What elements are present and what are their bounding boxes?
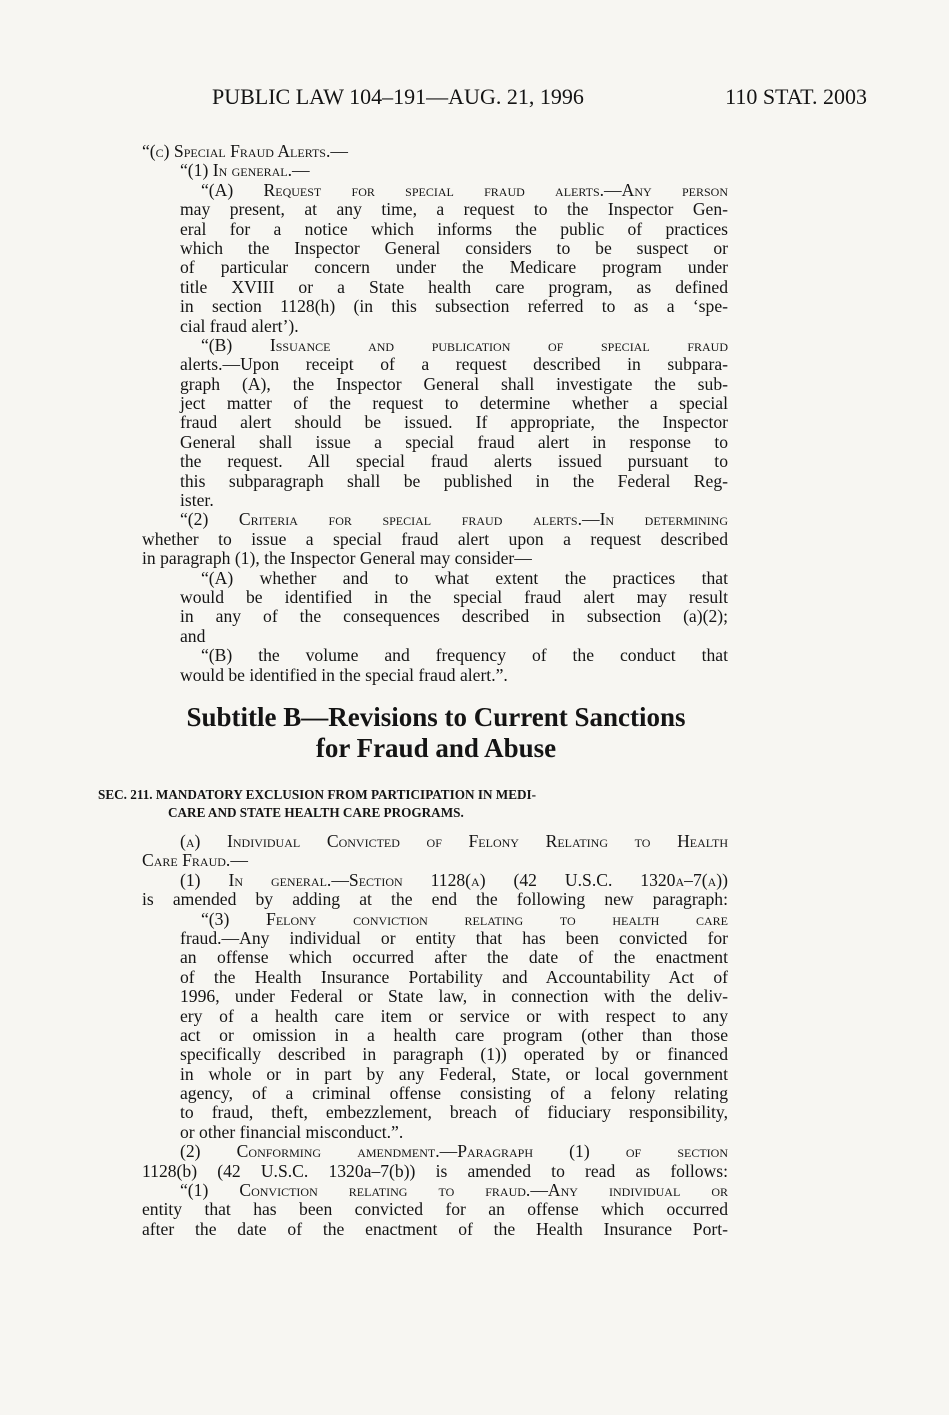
text-line: act or omission in a health care program (other than those <box>180 1024 728 1045</box>
section-heading <box>98 786 730 822</box>
text-line: ery of a health care item or service or with respect to any <box>180 1005 728 1026</box>
text-line: this subparagraph shall be published in the Federal Reg- <box>180 470 728 491</box>
text-line: (a) Individual Convicted of Felony Relating to Health <box>180 831 728 851</box>
text-line: (2) Conforming amendment.—Paragraph (1) of section <box>180 1141 728 1162</box>
text-line: 1996, under Federal or State law, in connection with the deliv- <box>180 986 728 1007</box>
text-line: specifically described in paragraph (1)) operated by or financed <box>180 1044 728 1065</box>
text-line: which the Inspector General considers to be suspect or <box>180 237 728 258</box>
text-line: “(A) whether and to what extent the practices that <box>201 567 728 588</box>
subtitle-line-2: for Fraud and Abuse <box>315 733 557 763</box>
text-line: “(B) Issuance and publication of special fraud <box>201 334 728 355</box>
text-line: or other financial misconduct.”. <box>180 1121 404 1142</box>
text-line: and <box>180 625 206 646</box>
text-line: alerts.—Upon receipt of a request described in subpara- <box>180 354 728 375</box>
text-line: of particular concern under the Medicare program under <box>180 257 728 278</box>
text-line: of the Health Insurance Portability and Accountability Act of <box>180 966 728 987</box>
text-line: “(1) Conviction relating to fraud.—Any individual or <box>180 1180 728 1201</box>
subtitle-heading <box>80 702 792 764</box>
text-line: may present, at any time, a request to the Inspector Gen- <box>180 199 728 220</box>
body-text-top <box>142 142 728 685</box>
text-line: “(2) Criteria for special fraud alerts.—In determining <box>180 509 728 530</box>
body-text-bottom <box>142 832 728 1239</box>
text-line: “(B) the volume and frequency of the conduct that <box>201 645 728 666</box>
text-line: General shall issue a special fraud alert in response to <box>180 431 728 452</box>
text-line: graph (A), the Inspector General shall investigate the sub- <box>180 373 728 394</box>
text-line: fraud.—Any individual or entity that has been convicted for <box>180 927 728 948</box>
page-header <box>212 84 867 114</box>
text-line: “(3) Felony conviction relating to health care <box>201 908 728 929</box>
text-line: after the date of the enactment of the Health Insurance Port- <box>142 1218 728 1239</box>
text-line: “(c) Special Fraud Alerts.— <box>142 141 348 161</box>
text-line: entity that has been convicted for an offense which occurred <box>142 1199 728 1220</box>
text-line: an offense which occurred after the date of the enactment <box>180 947 728 968</box>
text-line: Care Fraud.— <box>142 850 248 871</box>
section-heading-line-2: CARE AND STATE HEALTH CARE PROGRAMS. <box>168 805 464 820</box>
text-line: ject matter of the request to determine whether a special <box>180 393 728 414</box>
text-line: in section 1128(h) (in this subsection referred to as a ‘spe- <box>180 296 728 317</box>
text-line: eral for a notice which informs the public of practices <box>180 218 728 239</box>
text-line: would be identified in the special fraud alert.”. <box>180 664 508 685</box>
text-line: in any of the consequences described in subsection (a)(2); <box>180 606 728 627</box>
text-line: would be identified in the special fraud alert may result <box>180 586 728 607</box>
text-line: whether to issue a special fraud alert upon a request described <box>142 528 728 549</box>
text-line: title XVIII or a State health care program, as defined <box>180 276 728 297</box>
text-line: is amended by adding at the end the following new paragraph: <box>142 889 728 910</box>
text-line: fraud alert should be issued. If appropriate, the Inspector <box>180 412 728 433</box>
subtitle-line-1: Subtitle B—Revisions to Current Sanctions <box>186 702 686 732</box>
text-line: the request. All special fraud alerts issued pursuant to <box>180 451 728 472</box>
text-line: “(A) Request for special fraud alerts.—Any person <box>201 179 728 200</box>
text-line: 1128(b) (42 U.S.C. 1320a–7(b)) is amended to read as follows: <box>142 1160 728 1181</box>
section-heading-line-1: SEC. 211. MANDATORY EXCLUSION FROM PARTICIPATION IN MEDI- <box>98 787 537 802</box>
text-line: in whole or in part by any Federal, State, or local government <box>180 1063 728 1084</box>
text-line: (1) In general.—Section 1128(a) (42 U.S.C. 1320a–7(a)) <box>180 869 728 890</box>
text-line: “(1) In general.— <box>180 160 310 181</box>
header-title: PUBLIC LAW 104–191—AUG. 21, 1996 <box>212 84 584 109</box>
text-line: agency, of a criminal offense consisting of a felony relating <box>180 1083 728 1104</box>
text-line: to fraud, theft, embezzlement, breach of fiduciary responsibility, <box>180 1102 728 1123</box>
text-line: cial fraud alert’). <box>180 315 299 336</box>
text-line: ister. <box>180 490 214 511</box>
header-stat-citation: 110 STAT. 2003 <box>725 84 867 109</box>
text-line: in paragraph (1), the Inspector General may consider— <box>142 548 532 569</box>
